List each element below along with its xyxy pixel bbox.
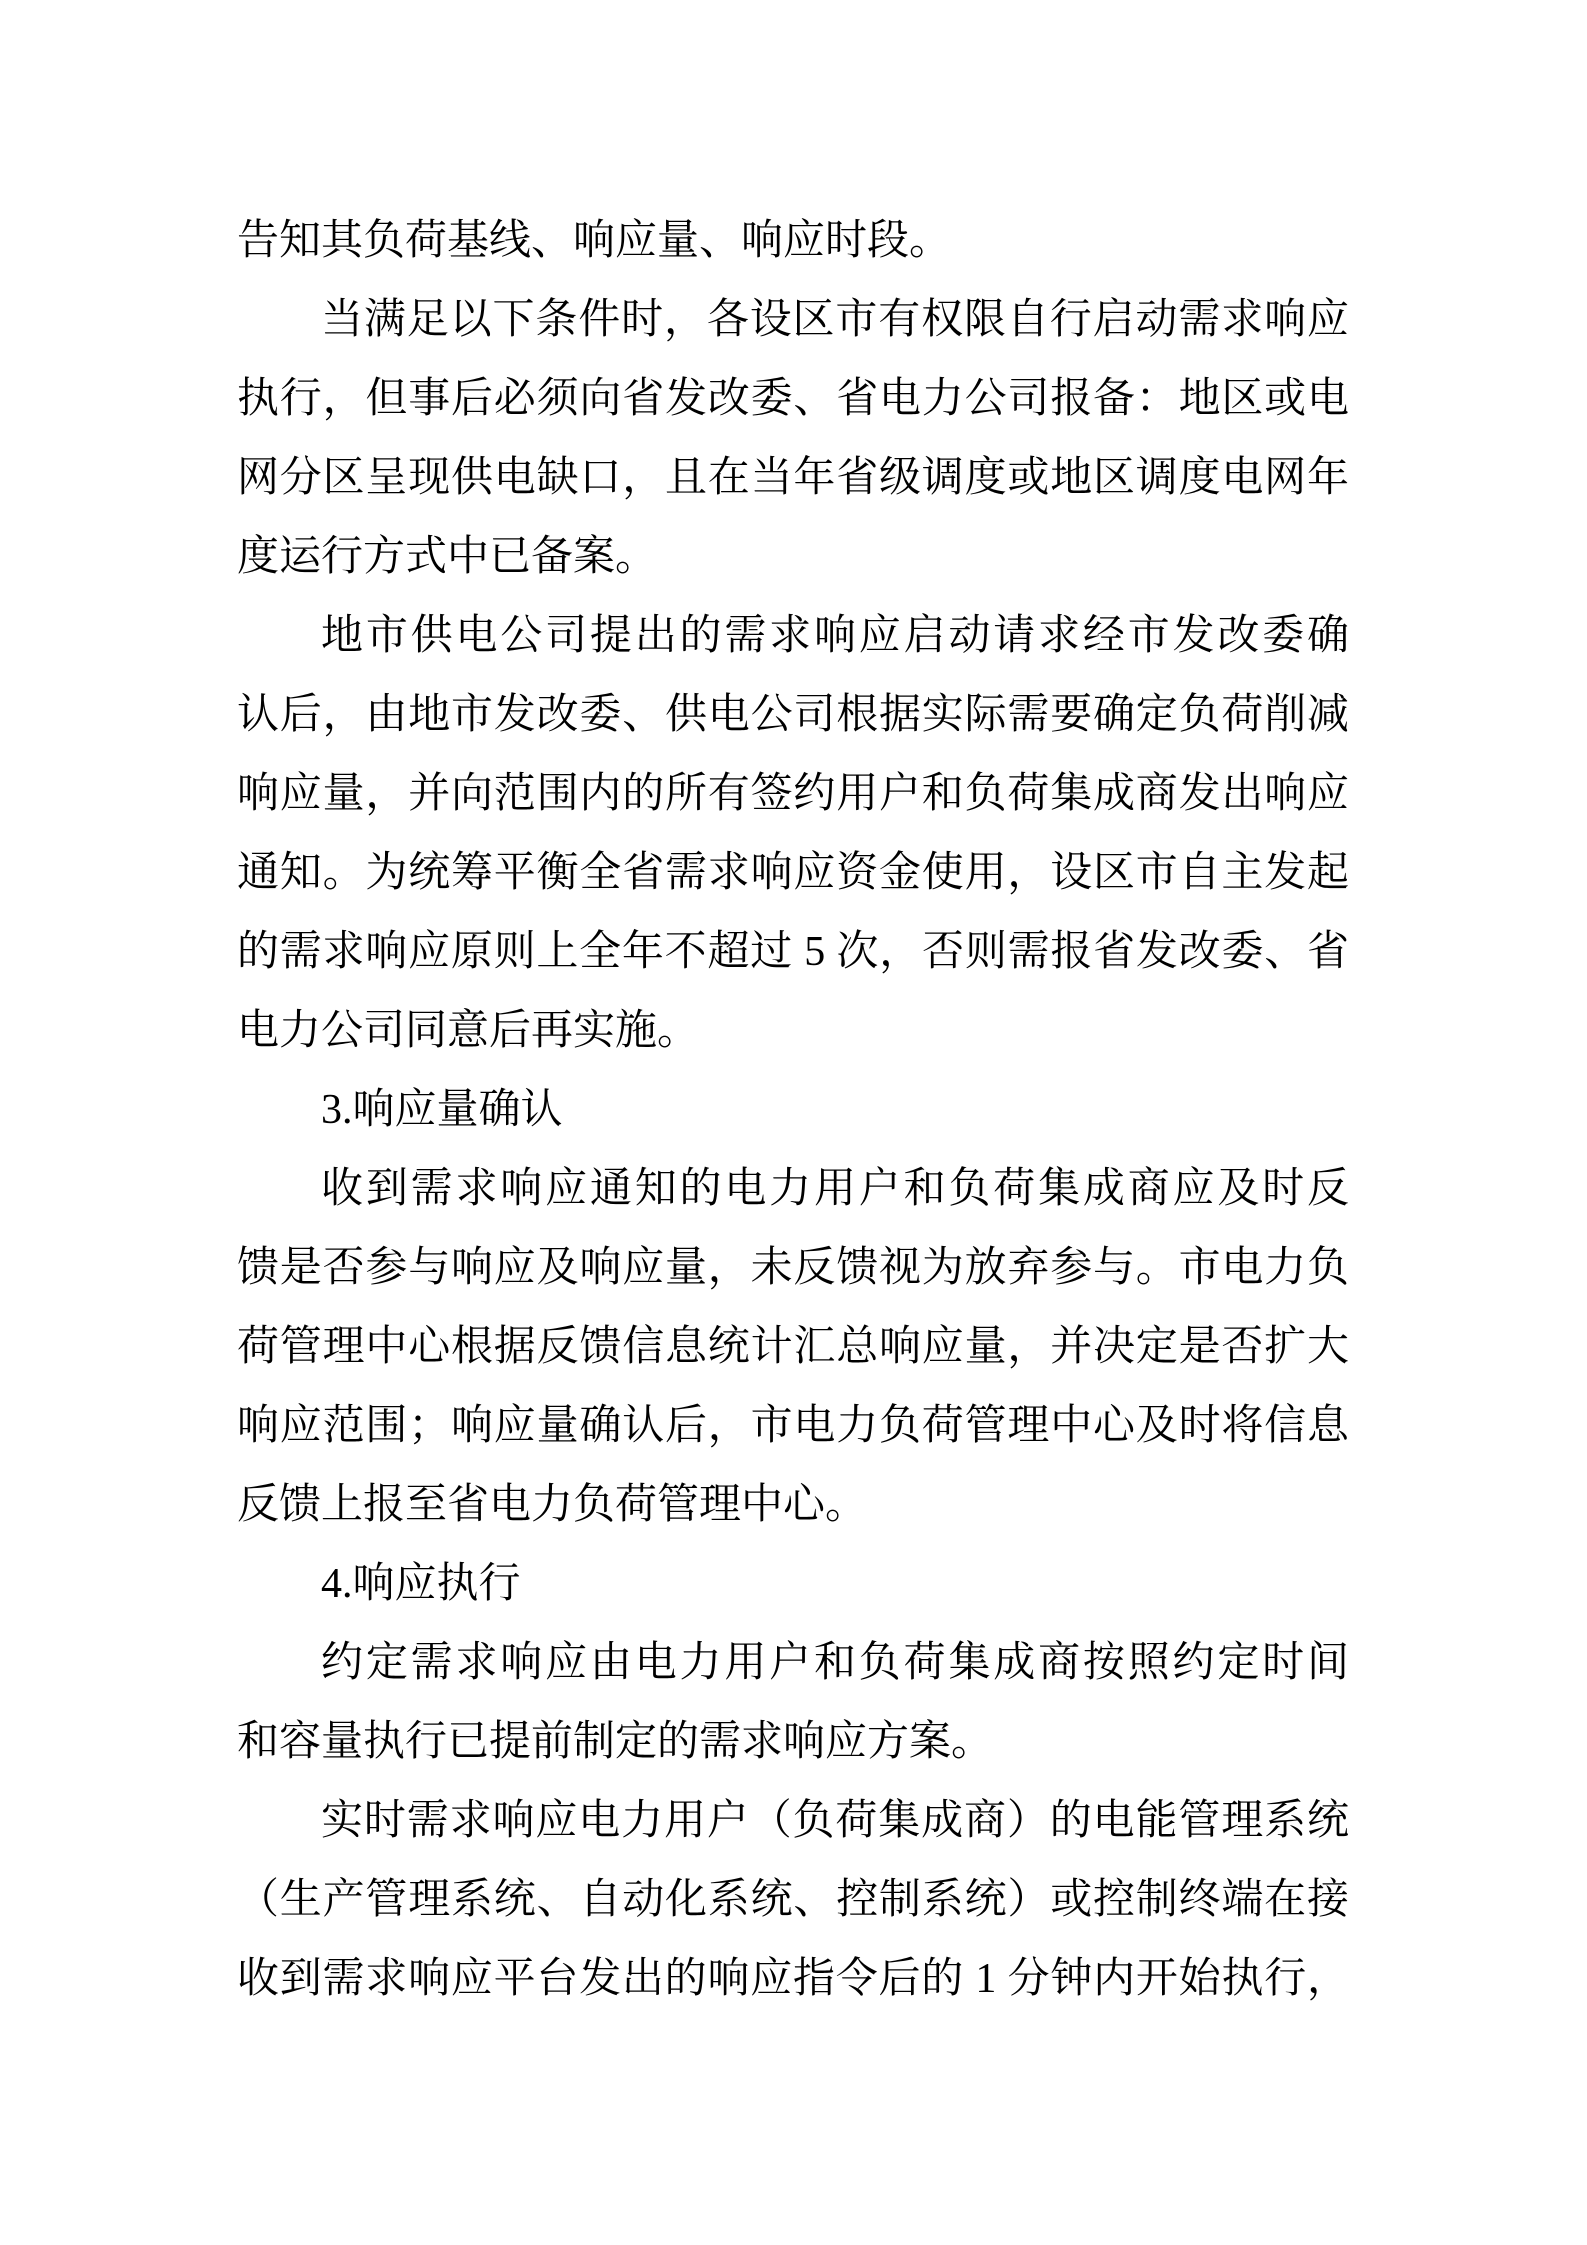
text-line: 响应量，并向范围内的所有签约用户和负荷集成商发出响应 <box>237 771 1349 817</box>
text-line: 地市供电公司提出的需求响应启动请求经市发改委确 <box>321 613 1349 659</box>
text-line: 反馈上报至省电力负荷管理中心。 <box>237 1482 868 1528</box>
text-line: 网分区呈现供电缺口，且在当年省级调度或地区调度电网年 <box>237 455 1349 501</box>
text-line: 收到需求响应通知的电力用户和负荷集成商应及时反 <box>321 1166 1349 1212</box>
section-heading: 3.响应量确认 <box>321 1087 563 1133</box>
text-line: 当满足以下条件时，各设区市有权限自行启动需求响应 <box>321 297 1349 343</box>
text-line: 约定需求响应由电力用户和负荷集成商按照约定时间 <box>321 1640 1349 1686</box>
text-line: （生产管理系统、自动化系统、控制系统）或控制终端在接 <box>237 1877 1349 1923</box>
text-line: 馈是否参与响应及响应量，未反馈视为放弃参与。市电力负 <box>237 1245 1349 1291</box>
text-line: 告知其负荷基线、响应量、响应时段。 <box>237 218 952 264</box>
section-heading: 4.响应执行 <box>321 1561 521 1607</box>
text-line: 通知。为统筹平衡全省需求响应资金使用，设区市自主发起 <box>237 850 1349 896</box>
text-line: 认后，由地市发改委、供电公司根据实际需要确定负荷削减 <box>237 692 1349 738</box>
text-line: 和容量执行已提前制定的需求响应方案。 <box>237 1719 994 1765</box>
text-line: 执行，但事后必须向省发改委、省电力公司报备：地区或电 <box>237 376 1349 422</box>
text-line: 实时需求响应电力用户（负荷集成商）的电能管理系统 <box>321 1798 1349 1844</box>
text-line: 度运行方式中已备案。 <box>237 534 658 580</box>
text-line: 电力公司同意后再实施。 <box>237 1008 700 1054</box>
text-line: 响应范围；响应量确认后，市电力负荷管理中心及时将信息 <box>237 1403 1349 1449</box>
page-body-text <box>237 202 1349 2019</box>
text-line: 收到需求响应平台发出的响应指令后的 1 分钟内开始执行， <box>237 1956 1349 2002</box>
text-line: 荷管理中心根据反馈信息统计汇总响应量，并决定是否扩大 <box>237 1324 1349 1370</box>
text-line: 的需求响应原则上全年不超过 5 次，否则需报省发改委、省 <box>237 929 1349 975</box>
